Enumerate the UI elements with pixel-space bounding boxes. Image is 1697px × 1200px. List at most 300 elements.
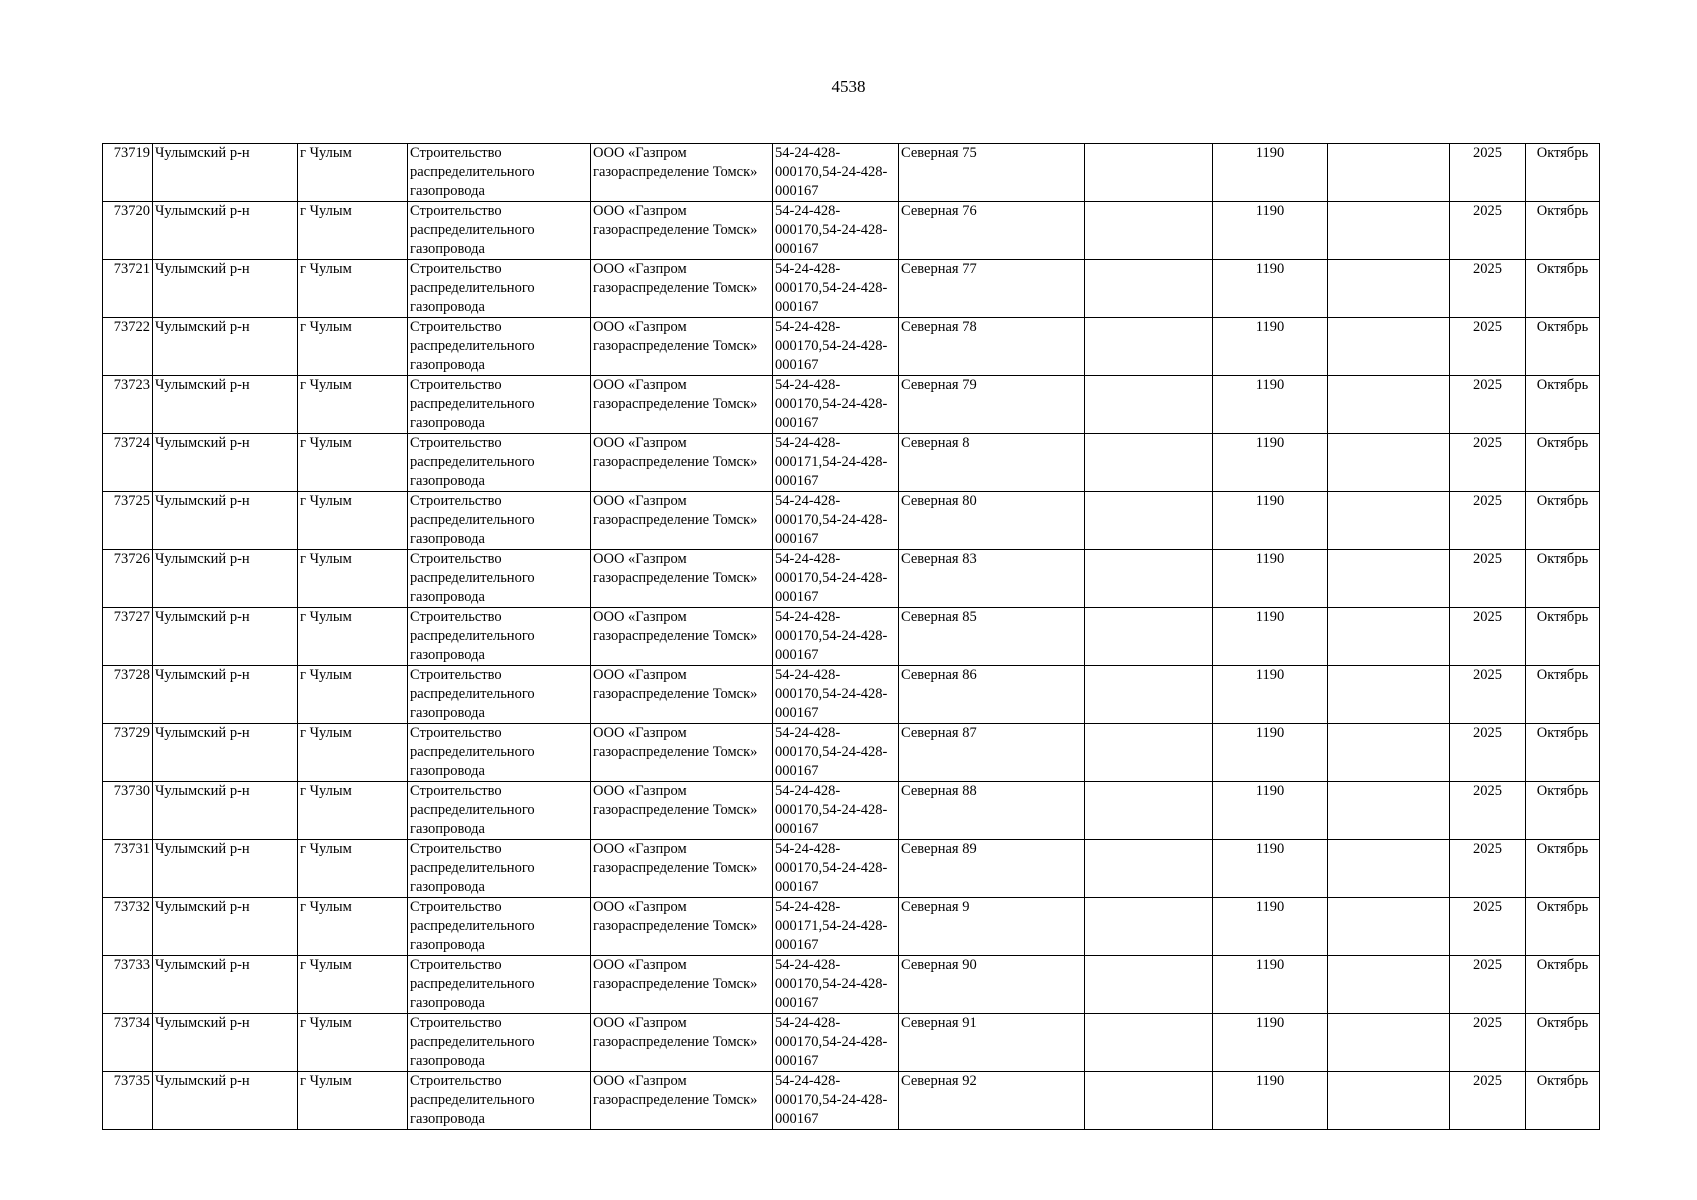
value-cell: 1190 xyxy=(1213,608,1328,666)
locality-cell: г Чулым xyxy=(298,1014,408,1072)
cell-line: газопровода xyxy=(410,415,485,431)
cell-line: 000170,54-24-428- xyxy=(775,222,888,238)
cell-line: газопровода xyxy=(410,763,485,779)
empty-cell xyxy=(1085,202,1213,260)
company-cell xyxy=(591,144,773,202)
cell-line: 000170,54-24-428- xyxy=(775,802,888,818)
work-type-cell xyxy=(408,376,591,434)
locality-cell: г Чулым xyxy=(298,724,408,782)
row-id: 73723 xyxy=(103,376,153,434)
empty-cell xyxy=(1085,608,1213,666)
address-cell: Северная 87 xyxy=(899,724,1085,782)
year-cell: 2025 xyxy=(1450,376,1526,434)
cell-line: 000167 xyxy=(775,357,819,373)
value-cell: 1190 xyxy=(1213,492,1328,550)
cell-line: газораспределение Томск» xyxy=(593,1034,758,1050)
district-cell: Чулымский р-н xyxy=(153,434,298,492)
value-cell: 1190 xyxy=(1213,434,1328,492)
district-cell: Чулымский р-н xyxy=(153,202,298,260)
empty-cell xyxy=(1328,782,1450,840)
company-cell xyxy=(591,434,773,492)
cell-line: газораспределение Томск» xyxy=(593,396,758,412)
cell-line: Строительство xyxy=(410,609,502,625)
address-cell: Северная 75 xyxy=(899,144,1085,202)
cell-line: распределительного xyxy=(410,744,535,760)
value-cell: 1190 xyxy=(1213,956,1328,1014)
cell-line: 000167 xyxy=(775,299,819,315)
table-row xyxy=(103,782,1600,840)
month-cell: Октябрь xyxy=(1526,260,1600,318)
value-cell: 1190 xyxy=(1213,376,1328,434)
empty-cell xyxy=(1328,202,1450,260)
cell-line: ООО «Газпром xyxy=(593,725,687,741)
address-cell: Северная 90 xyxy=(899,956,1085,1014)
empty-cell xyxy=(1328,840,1450,898)
company-cell xyxy=(591,202,773,260)
month-cell: Октябрь xyxy=(1526,144,1600,202)
row-id: 73728 xyxy=(103,666,153,724)
work-type-cell xyxy=(408,666,591,724)
cell-line: распределительного xyxy=(410,976,535,992)
locality-cell: г Чулым xyxy=(298,376,408,434)
locality-cell: г Чулым xyxy=(298,782,408,840)
company-cell xyxy=(591,782,773,840)
cell-line: 54-24-428- xyxy=(775,783,841,799)
cell-line: газораспределение Томск» xyxy=(593,570,758,586)
empty-cell xyxy=(1085,260,1213,318)
cell-line: Строительство xyxy=(410,667,502,683)
address-cell: Северная 78 xyxy=(899,318,1085,376)
month-cell: Октябрь xyxy=(1526,202,1600,260)
cell-line: 000170,54-24-428- xyxy=(775,1034,888,1050)
value-cell: 1190 xyxy=(1213,202,1328,260)
cell-line: газораспределение Томск» xyxy=(593,802,758,818)
address-cell: Северная 79 xyxy=(899,376,1085,434)
work-type-cell xyxy=(408,1014,591,1072)
cell-line: 54-24-428- xyxy=(775,667,841,683)
cell-line: 000167 xyxy=(775,647,819,663)
cell-line: 000171,54-24-428- xyxy=(775,454,888,470)
empty-cell xyxy=(1328,1072,1450,1130)
cell-line: 54-24-428- xyxy=(775,1073,841,1089)
year-cell: 2025 xyxy=(1450,550,1526,608)
cell-line: ООО «Газпром xyxy=(593,1015,687,1031)
address-cell: Северная 9 xyxy=(899,898,1085,956)
cell-line: газораспределение Томск» xyxy=(593,280,758,296)
cell-line: ООО «Газпром xyxy=(593,203,687,219)
cadastral-number-cell xyxy=(773,144,899,202)
empty-cell xyxy=(1328,260,1450,318)
cell-line: 000170,54-24-428- xyxy=(775,338,888,354)
cell-line: газопровода xyxy=(410,241,485,257)
month-cell: Октябрь xyxy=(1526,666,1600,724)
row-id: 73730 xyxy=(103,782,153,840)
locality-cell: г Чулым xyxy=(298,260,408,318)
cell-line: распределительного xyxy=(410,570,535,586)
work-type-cell xyxy=(408,550,591,608)
locality-cell: г Чулым xyxy=(298,144,408,202)
district-cell: Чулымский р-н xyxy=(153,898,298,956)
row-id: 73720 xyxy=(103,202,153,260)
cell-line: ООО «Газпром xyxy=(593,319,687,335)
cell-line: Строительство xyxy=(410,551,502,567)
cell-line: распределительного xyxy=(410,512,535,528)
locality-cell: г Чулым xyxy=(298,550,408,608)
cadastral-number-cell xyxy=(773,956,899,1014)
cell-line: ООО «Газпром xyxy=(593,957,687,973)
cell-line: газопровода xyxy=(410,357,485,373)
cell-line: Строительство xyxy=(410,319,502,335)
empty-cell xyxy=(1085,782,1213,840)
cell-line: 000170,54-24-428- xyxy=(775,570,888,586)
empty-cell xyxy=(1328,434,1450,492)
row-id: 73735 xyxy=(103,1072,153,1130)
empty-cell xyxy=(1085,318,1213,376)
cell-line: газораспределение Томск» xyxy=(593,744,758,760)
cell-line: 000170,54-24-428- xyxy=(775,280,888,296)
cell-line: распределительного xyxy=(410,396,535,412)
table-row xyxy=(103,376,1600,434)
cell-line: 54-24-428- xyxy=(775,261,841,277)
cell-line: 54-24-428- xyxy=(775,319,841,335)
row-id: 73726 xyxy=(103,550,153,608)
cell-line: газораспределение Томск» xyxy=(593,164,758,180)
cell-line: распределительного xyxy=(410,280,535,296)
empty-cell xyxy=(1085,492,1213,550)
value-cell: 1190 xyxy=(1213,260,1328,318)
company-cell xyxy=(591,840,773,898)
cell-line: 000170,54-24-428- xyxy=(775,164,888,180)
value-cell: 1190 xyxy=(1213,666,1328,724)
district-cell: Чулымский р-н xyxy=(153,1014,298,1072)
cell-line: 000167 xyxy=(775,415,819,431)
locality-cell: г Чулым xyxy=(298,666,408,724)
cell-line: распределительного xyxy=(410,222,535,238)
cell-line: газораспределение Томск» xyxy=(593,860,758,876)
cell-line: ООО «Газпром xyxy=(593,609,687,625)
address-cell: Северная 91 xyxy=(899,1014,1085,1072)
company-cell xyxy=(591,1072,773,1130)
month-cell: Октябрь xyxy=(1526,840,1600,898)
cell-line: ООО «Газпром xyxy=(593,899,687,915)
value-cell: 1190 xyxy=(1213,724,1328,782)
company-cell xyxy=(591,898,773,956)
cell-line: ООО «Газпром xyxy=(593,551,687,567)
cell-line: ООО «Газпром xyxy=(593,493,687,509)
cell-line: ООО «Газпром xyxy=(593,435,687,451)
value-cell: 1190 xyxy=(1213,1072,1328,1130)
cell-line: газопровода xyxy=(410,473,485,489)
address-cell: Северная 85 xyxy=(899,608,1085,666)
table-row xyxy=(103,608,1600,666)
cell-line: ООО «Газпром xyxy=(593,1073,687,1089)
cadastral-number-cell xyxy=(773,666,899,724)
cell-line: 54-24-428- xyxy=(775,435,841,451)
company-cell xyxy=(591,724,773,782)
cell-line: 000167 xyxy=(775,763,819,779)
district-cell: Чулымский р-н xyxy=(153,550,298,608)
table-row xyxy=(103,550,1600,608)
row-id: 73721 xyxy=(103,260,153,318)
cell-line: распределительного xyxy=(410,918,535,934)
year-cell: 2025 xyxy=(1450,608,1526,666)
empty-cell xyxy=(1328,492,1450,550)
cell-line: газораспределение Томск» xyxy=(593,338,758,354)
cell-line: 54-24-428- xyxy=(775,609,841,625)
table-row xyxy=(103,202,1600,260)
cell-line: Строительство xyxy=(410,783,502,799)
cell-line: 000167 xyxy=(775,879,819,895)
district-cell: Чулымский р-н xyxy=(153,376,298,434)
row-id: 73724 xyxy=(103,434,153,492)
address-cell: Северная 83 xyxy=(899,550,1085,608)
cell-line: 54-24-428- xyxy=(775,957,841,973)
empty-cell xyxy=(1085,666,1213,724)
work-type-cell xyxy=(408,608,591,666)
work-type-cell xyxy=(408,260,591,318)
locality-cell: г Чулым xyxy=(298,608,408,666)
year-cell: 2025 xyxy=(1450,202,1526,260)
cell-line: 000170,54-24-428- xyxy=(775,396,888,412)
cell-line: ООО «Газпром xyxy=(593,145,687,161)
empty-cell xyxy=(1328,550,1450,608)
month-cell: Октябрь xyxy=(1526,376,1600,434)
district-cell: Чулымский р-н xyxy=(153,1072,298,1130)
locality-cell: г Чулым xyxy=(298,318,408,376)
work-type-cell xyxy=(408,840,591,898)
cell-line: газопровода xyxy=(410,937,485,953)
empty-cell xyxy=(1085,956,1213,1014)
row-id: 73722 xyxy=(103,318,153,376)
empty-cell xyxy=(1085,898,1213,956)
empty-cell xyxy=(1328,724,1450,782)
cell-line: ООО «Газпром xyxy=(593,841,687,857)
company-cell xyxy=(591,1014,773,1072)
cell-line: газопровода xyxy=(410,1053,485,1069)
cell-line: 000171,54-24-428- xyxy=(775,918,888,934)
locality-cell: г Чулым xyxy=(298,434,408,492)
work-type-cell xyxy=(408,898,591,956)
year-cell: 2025 xyxy=(1450,898,1526,956)
empty-cell xyxy=(1085,1072,1213,1130)
year-cell: 2025 xyxy=(1450,956,1526,1014)
month-cell: Октябрь xyxy=(1526,782,1600,840)
cell-line: газораспределение Томск» xyxy=(593,454,758,470)
year-cell: 2025 xyxy=(1450,1072,1526,1130)
value-cell: 1190 xyxy=(1213,898,1328,956)
locality-cell: г Чулым xyxy=(298,202,408,260)
locality-cell: г Чулым xyxy=(298,840,408,898)
table-row xyxy=(103,1014,1600,1072)
value-cell: 1190 xyxy=(1213,318,1328,376)
company-cell xyxy=(591,608,773,666)
work-type-cell xyxy=(408,724,591,782)
year-cell: 2025 xyxy=(1450,724,1526,782)
address-cell: Северная 88 xyxy=(899,782,1085,840)
cell-line: 000170,54-24-428- xyxy=(775,628,888,644)
cell-line: 000167 xyxy=(775,589,819,605)
cell-line: распределительного xyxy=(410,338,535,354)
table-row xyxy=(103,318,1600,376)
cell-line: распределительного xyxy=(410,860,535,876)
work-type-cell xyxy=(408,434,591,492)
cell-line: газопровода xyxy=(410,705,485,721)
cell-line: 000170,54-24-428- xyxy=(775,1092,888,1108)
table-row xyxy=(103,724,1600,782)
cadastral-number-cell xyxy=(773,550,899,608)
cell-line: 000170,54-24-428- xyxy=(775,744,888,760)
cell-line: газопровода xyxy=(410,821,485,837)
month-cell: Октябрь xyxy=(1526,492,1600,550)
cell-line: газопровода xyxy=(410,1111,485,1127)
cell-line: Строительство xyxy=(410,377,502,393)
cell-line: ООО «Газпром xyxy=(593,667,687,683)
value-cell: 1190 xyxy=(1213,144,1328,202)
district-cell: Чулымский р-н xyxy=(153,840,298,898)
cell-line: ООО «Газпром xyxy=(593,783,687,799)
cell-line: 000167 xyxy=(775,821,819,837)
cadastral-number-cell xyxy=(773,260,899,318)
cell-line: 000167 xyxy=(775,995,819,1011)
cell-line: Строительство xyxy=(410,145,502,161)
empty-cell xyxy=(1328,666,1450,724)
table-row xyxy=(103,260,1600,318)
year-cell: 2025 xyxy=(1450,144,1526,202)
cadastral-number-cell xyxy=(773,608,899,666)
month-cell: Октябрь xyxy=(1526,724,1600,782)
cell-line: 000167 xyxy=(775,1053,819,1069)
row-id: 73725 xyxy=(103,492,153,550)
address-cell: Северная 8 xyxy=(899,434,1085,492)
cadastral-number-cell xyxy=(773,1014,899,1072)
cell-line: Строительство xyxy=(410,899,502,915)
address-cell: Северная 77 xyxy=(899,260,1085,318)
empty-cell xyxy=(1328,956,1450,1014)
cell-line: Строительство xyxy=(410,435,502,451)
work-type-cell xyxy=(408,782,591,840)
cadastral-number-cell xyxy=(773,434,899,492)
empty-cell xyxy=(1085,376,1213,434)
empty-cell xyxy=(1328,318,1450,376)
cadastral-number-cell xyxy=(773,782,899,840)
cell-line: ООО «Газпром xyxy=(593,377,687,393)
row-id: 73719 xyxy=(103,144,153,202)
cell-line: 54-24-428- xyxy=(775,725,841,741)
month-cell: Октябрь xyxy=(1526,1014,1600,1072)
month-cell: Октябрь xyxy=(1526,608,1600,666)
company-cell xyxy=(591,550,773,608)
cell-line: газораспределение Томск» xyxy=(593,976,758,992)
address-cell: Северная 86 xyxy=(899,666,1085,724)
year-cell: 2025 xyxy=(1450,840,1526,898)
table-row xyxy=(103,144,1600,202)
cell-line: Строительство xyxy=(410,1015,502,1031)
cell-line: 54-24-428- xyxy=(775,377,841,393)
cell-line: 000167 xyxy=(775,473,819,489)
row-id: 73729 xyxy=(103,724,153,782)
empty-cell xyxy=(1328,376,1450,434)
locality-cell: г Чулым xyxy=(298,956,408,1014)
empty-cell xyxy=(1085,144,1213,202)
cell-line: Строительство xyxy=(410,841,502,857)
company-cell xyxy=(591,492,773,550)
empty-cell xyxy=(1085,434,1213,492)
address-cell: Северная 92 xyxy=(899,1072,1085,1130)
cell-line: 000167 xyxy=(775,1111,819,1127)
cell-line: газораспределение Томск» xyxy=(593,1092,758,1108)
records-table xyxy=(102,143,1600,1130)
work-type-cell xyxy=(408,1072,591,1130)
year-cell: 2025 xyxy=(1450,666,1526,724)
cell-line: 000167 xyxy=(775,241,819,257)
locality-cell: г Чулым xyxy=(298,898,408,956)
table-row xyxy=(103,956,1600,1014)
cell-line: 54-24-428- xyxy=(775,493,841,509)
cell-line: распределительного xyxy=(410,164,535,180)
table-row xyxy=(103,840,1600,898)
cell-line: 000170,54-24-428- xyxy=(775,512,888,528)
month-cell: Октябрь xyxy=(1526,550,1600,608)
cell-line: распределительного xyxy=(410,686,535,702)
cell-line: 000167 xyxy=(775,705,819,721)
cell-line: Строительство xyxy=(410,725,502,741)
cadastral-number-cell xyxy=(773,376,899,434)
work-type-cell xyxy=(408,202,591,260)
table-body xyxy=(103,144,1600,1130)
empty-cell xyxy=(1085,840,1213,898)
cell-line: 000167 xyxy=(775,937,819,953)
cell-line: 000167 xyxy=(775,183,819,199)
table-row xyxy=(103,1072,1600,1130)
work-type-cell xyxy=(408,318,591,376)
year-cell: 2025 xyxy=(1450,1014,1526,1072)
table-row xyxy=(103,492,1600,550)
cell-line: распределительного xyxy=(410,1092,535,1108)
cadastral-number-cell xyxy=(773,724,899,782)
cell-line: 54-24-428- xyxy=(775,145,841,161)
cell-line: газопровода xyxy=(410,995,485,1011)
cell-line: ООО «Газпром xyxy=(593,261,687,277)
cell-line: Строительство xyxy=(410,493,502,509)
cell-line: Строительство xyxy=(410,261,502,277)
value-cell: 1190 xyxy=(1213,840,1328,898)
cell-line: 000170,54-24-428- xyxy=(775,686,888,702)
cell-line: газопровода xyxy=(410,879,485,895)
cell-line: распределительного xyxy=(410,454,535,470)
row-id: 73733 xyxy=(103,956,153,1014)
empty-cell xyxy=(1328,608,1450,666)
cell-line: 54-24-428- xyxy=(775,1015,841,1031)
year-cell: 2025 xyxy=(1450,782,1526,840)
cadastral-number-cell xyxy=(773,318,899,376)
cell-line: 000167 xyxy=(775,531,819,547)
cell-line: газораспределение Томск» xyxy=(593,222,758,238)
empty-cell xyxy=(1085,550,1213,608)
cadastral-number-cell xyxy=(773,840,899,898)
year-cell: 2025 xyxy=(1450,434,1526,492)
address-cell: Северная 89 xyxy=(899,840,1085,898)
year-cell: 2025 xyxy=(1450,318,1526,376)
cell-line: газопровода xyxy=(410,183,485,199)
value-cell: 1190 xyxy=(1213,1014,1328,1072)
empty-cell xyxy=(1328,144,1450,202)
year-cell: 2025 xyxy=(1450,492,1526,550)
company-cell xyxy=(591,260,773,318)
row-id: 73727 xyxy=(103,608,153,666)
month-cell: Октябрь xyxy=(1526,956,1600,1014)
company-cell xyxy=(591,318,773,376)
year-cell: 2025 xyxy=(1450,260,1526,318)
